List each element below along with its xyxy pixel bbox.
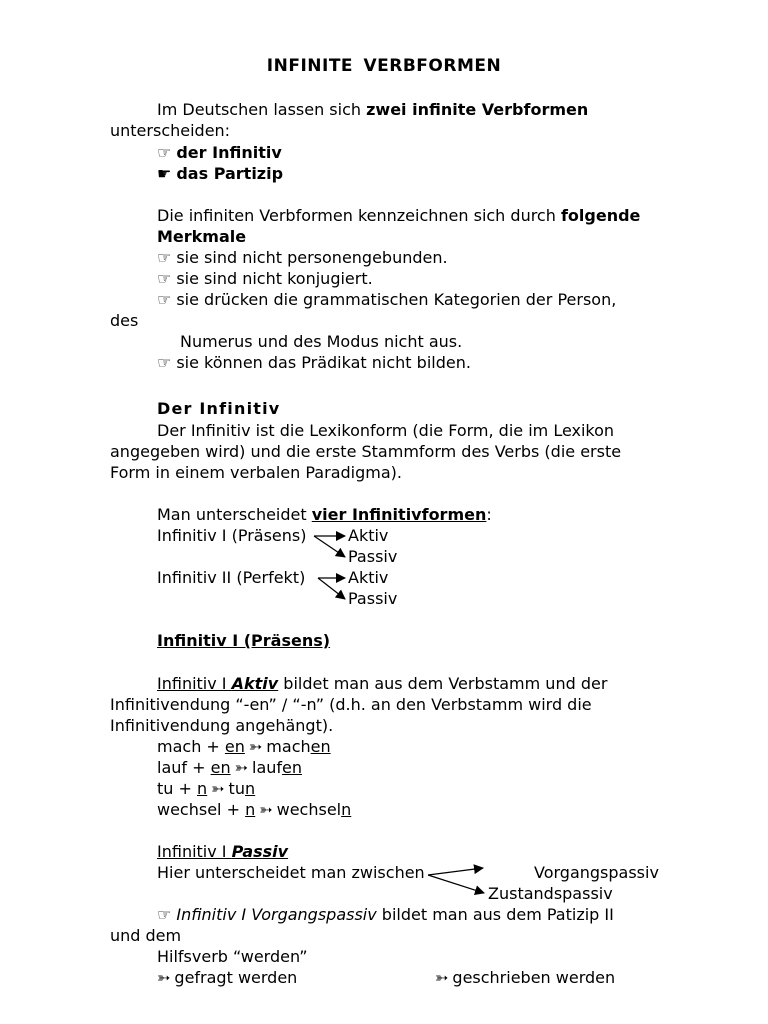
- paragraph-line: Form in einem verbalen Paradigma).: [110, 463, 402, 482]
- arrow-vorgang: [428, 868, 483, 875]
- arrow-icon: ➳: [234, 758, 248, 777]
- zustandspassiv-label: Zustandspassiv: [488, 884, 613, 903]
- intro-line-cont: unterscheiden:: [110, 121, 231, 140]
- arrow-icon: ➳: [211, 779, 225, 798]
- paragraph-line: Der Infinitiv ist die Lexikonform (die Form, die im Lexikon: [157, 421, 615, 440]
- example-row: ➳ geschrieben werden: [435, 968, 616, 987]
- arrow-inf2-passiv: [318, 578, 345, 599]
- features-line: Die infiniten Verbformen kennzeichnen sich durch folgende: [157, 206, 641, 225]
- intro-line: [157, 99, 588, 120]
- list-item-cont: Numerus und des Modus nicht aus.: [180, 332, 463, 351]
- pointing-hand-icon: ☞: [157, 143, 172, 162]
- arrow-icon: ➳: [248, 737, 263, 756]
- inf1-aktiv: Aktiv: [348, 526, 389, 545]
- paragraph-line: Infinitiv I Aktiv bildet man aus dem Verbstamm und der: [157, 674, 608, 693]
- inf2-aktiv: Aktiv: [348, 568, 389, 587]
- example-row: tu + n ➳ tun: [157, 779, 256, 798]
- inf1-passiv: Passiv: [348, 547, 398, 566]
- example-row: mach + en ➳ machen: [157, 737, 331, 756]
- list-item-infinitiv: ☞ der Infinitiv: [157, 143, 282, 162]
- pointing-hand-icon: ☛: [157, 164, 172, 183]
- example-row: lauf + en ➳ laufen: [157, 758, 303, 777]
- paragraph-line: angegeben wird) und die erste Stammform des Verbs (die erste: [110, 442, 622, 461]
- list-item: ☞ sie drücken die grammatischen Kategorien der Person,: [157, 290, 617, 309]
- list-item: ☞ Infinitiv I Vorgangspassiv bildet man aus dem Patizip II: [157, 905, 614, 924]
- inf1-label: Infinitiv I (Präsens): [157, 526, 307, 545]
- intro-text: Im Deutschen lassen sich: [157, 100, 367, 119]
- list-item-cont: und dem: [110, 926, 182, 945]
- arrow-icon: ➳: [435, 968, 449, 987]
- section-heading-infinitiv: Der Infinitiv: [157, 399, 281, 418]
- passiv-distinguish: Hier unterscheidet man zwischen: [157, 863, 425, 882]
- section-heading-passiv: Infinitiv I Passiv: [157, 842, 289, 861]
- pointing-hand-icon: ☞: [157, 290, 172, 309]
- list-item-partizip: ☛ das Partizip: [157, 164, 284, 183]
- arrow-zustand: [428, 875, 484, 893]
- pointing-hand-icon: ☞: [157, 248, 172, 267]
- vorgangspassiv-label: Vorgangspassiv: [534, 863, 659, 882]
- page-title: INFINITE VERBFORMEN: [266, 56, 502, 76]
- list-item-cont: des: [110, 311, 139, 330]
- paragraph-line: Infinitivendung “-en” / “-n” (d.h. an den Verbstamm wird die: [110, 695, 592, 714]
- inf2-label: Infinitiv II (Perfekt): [157, 568, 306, 587]
- arrow-inf1-passiv: [314, 536, 345, 557]
- pointing-hand-icon: ☞: [157, 905, 172, 924]
- list-item: ☞ sie sind nicht konjugiert.: [157, 269, 373, 288]
- arrow-icon: ➳: [259, 800, 273, 819]
- distinguish-line: Man unterscheidet vier Infinitivformen:: [157, 505, 492, 524]
- inf2-passiv: Passiv: [348, 589, 398, 608]
- intro-emphasis: zwei infinite Verbformen: [366, 100, 589, 119]
- pointing-hand-icon: ☞: [157, 353, 172, 372]
- features-line-cont: Merkmale: [157, 227, 247, 246]
- paragraph-line: Infinitivendung angehängt).: [110, 716, 334, 735]
- arrow-icon: ➳: [157, 968, 171, 987]
- list-item-cont: Hilfsverb “werden”: [157, 947, 308, 966]
- list-item: ☞ sie sind nicht personengebunden.: [157, 248, 448, 267]
- example-row: ➳ gefragt werden: [157, 968, 298, 987]
- section-heading-praesens: Infinitiv I (Präsens): [157, 631, 331, 650]
- pointing-hand-icon: ☞: [157, 269, 172, 288]
- list-item: ☞ sie können das Prädikat nicht bilden.: [157, 353, 471, 372]
- example-row: wechsel + n ➳ wechseln: [157, 800, 352, 819]
